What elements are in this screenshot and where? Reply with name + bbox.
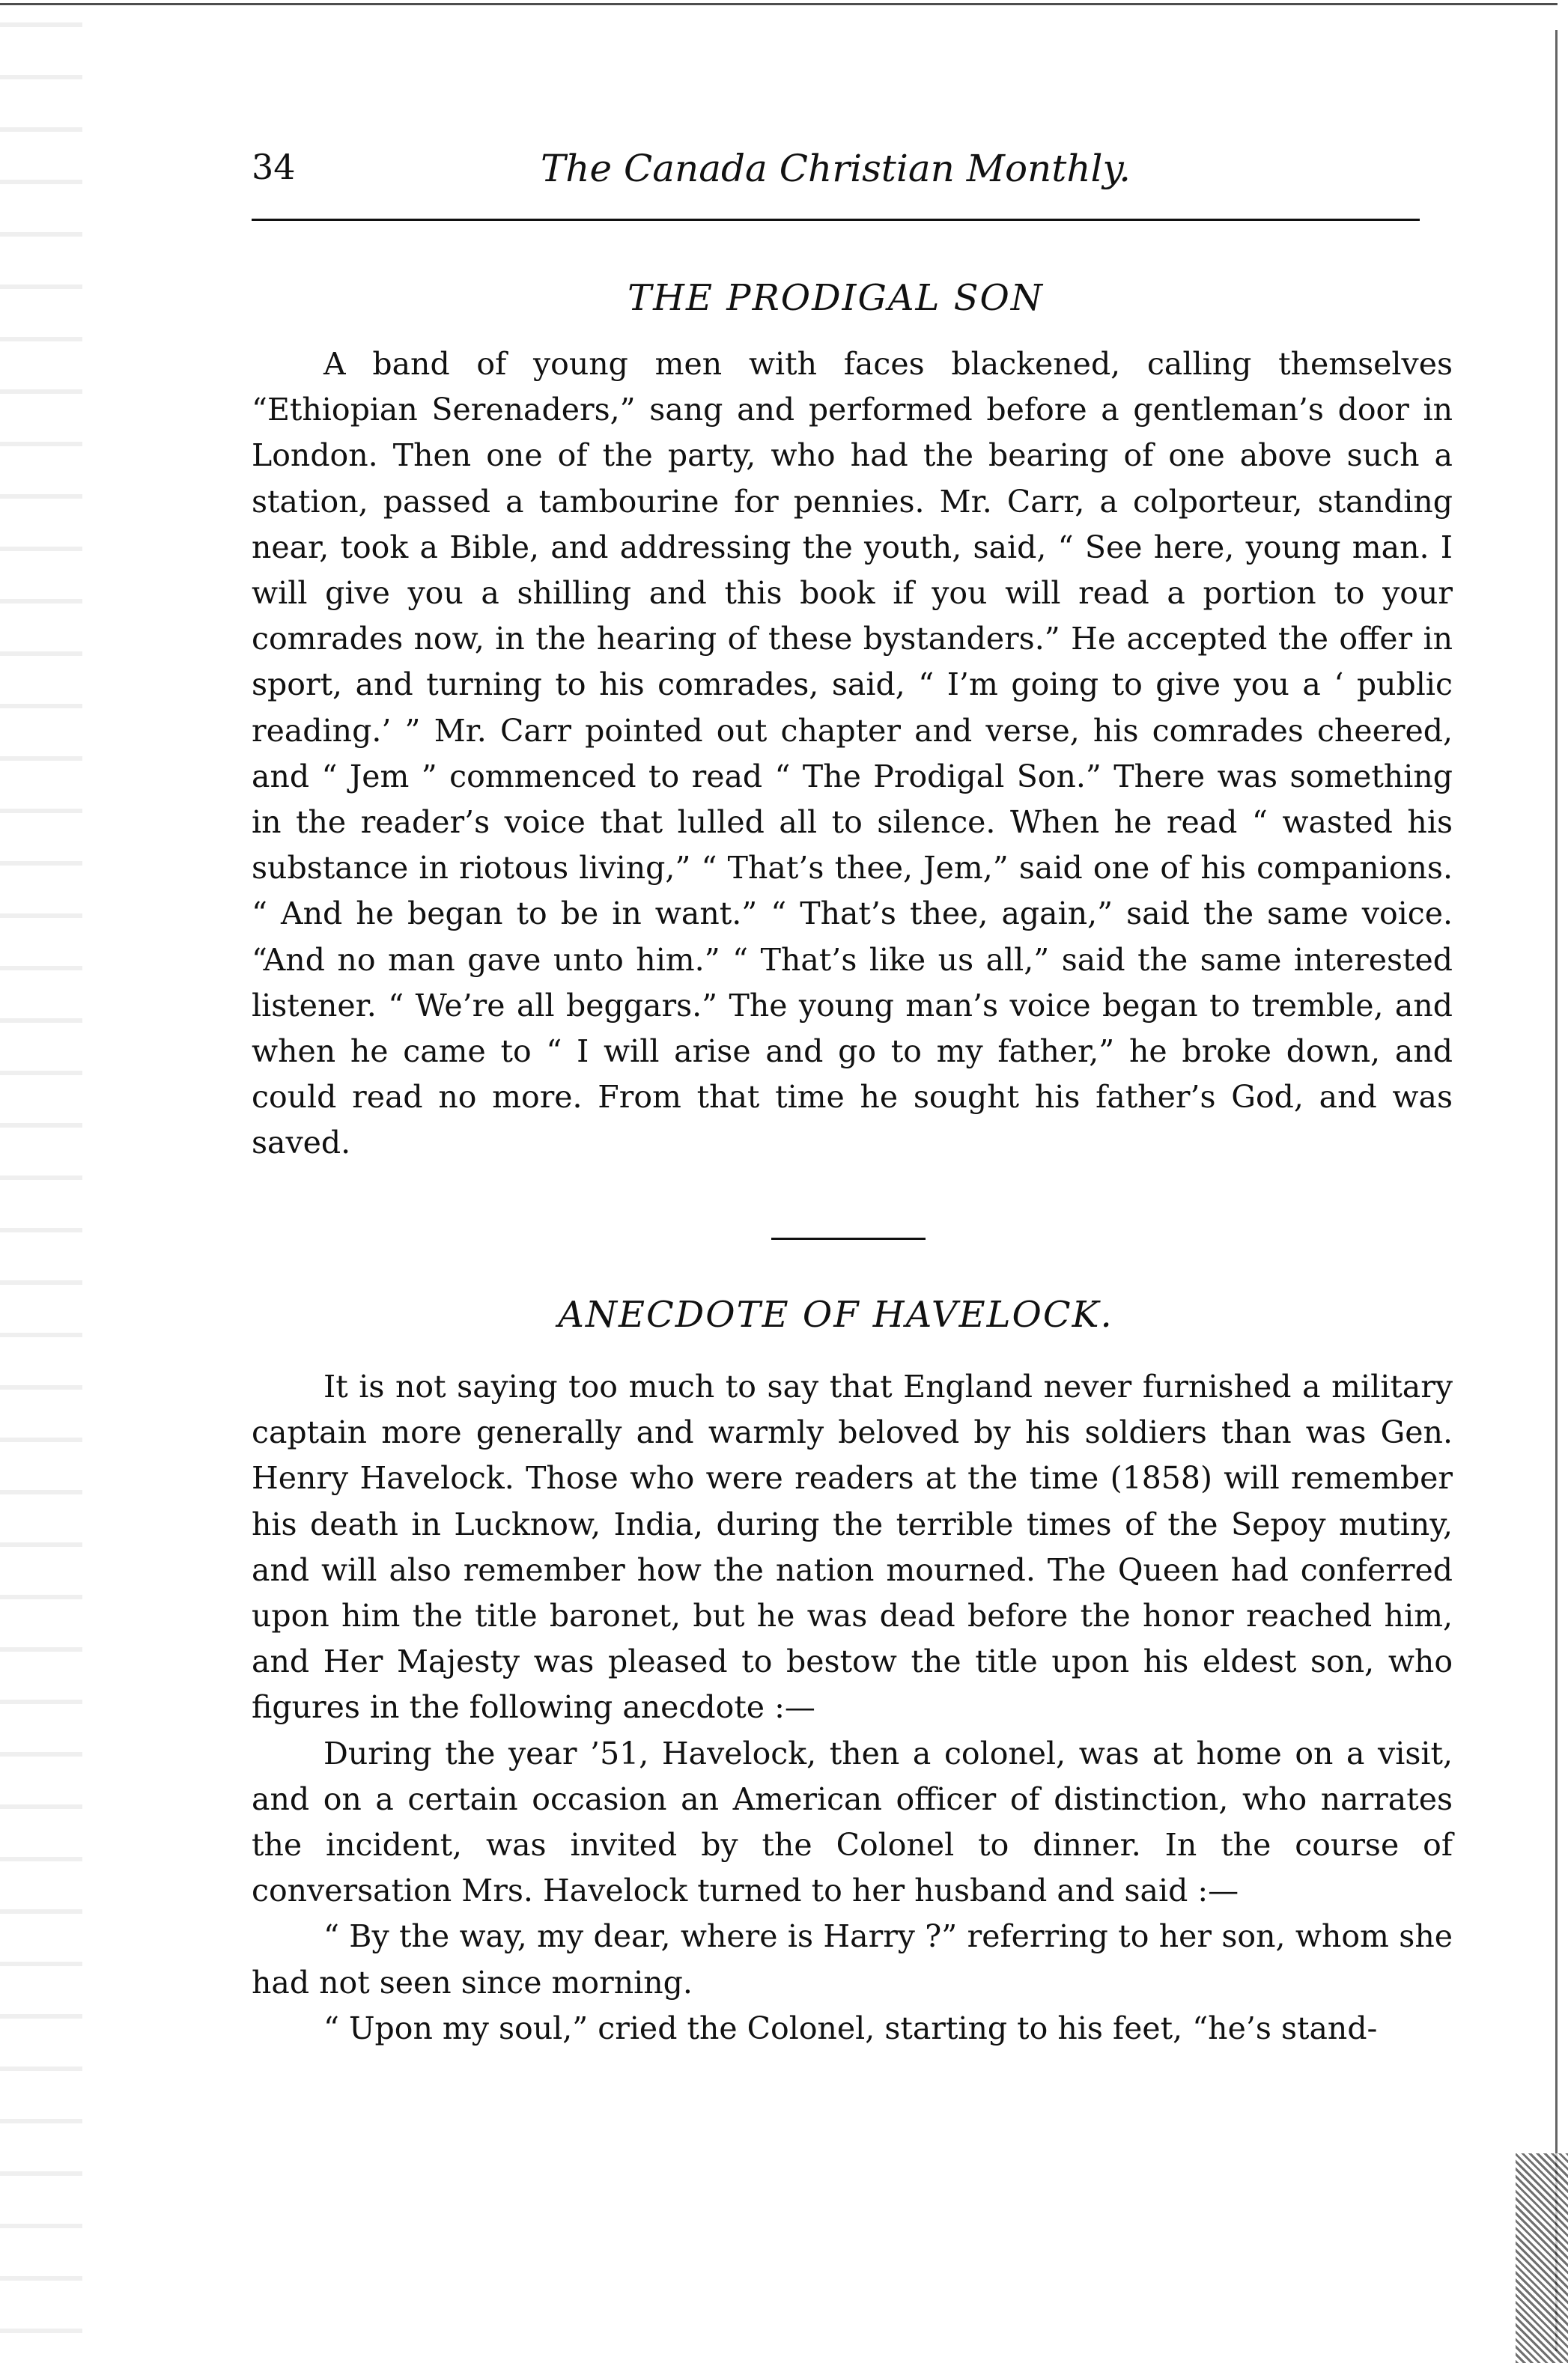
section-title-prodigal-son: THE PRODIGAL SON — [627, 277, 1044, 319]
section-divider — [771, 1238, 926, 1240]
article-prodigal-son — [252, 341, 1453, 1167]
paragraph: During the year ’51, Havelock, then a colonel, was at home on a visit, and on a certain occasion an American officer of distinction, who narrates the incident, was invited by the Colonel to dinner. In the course of conversation Mrs. Havelock turned to her husband and said :— — [252, 1735, 1453, 1909]
paragraph: It is not saying too much to say that England never furnished a military captain more generally and warmly beloved by his soldiers than was Gen. Henry Havelock. Those who were readers at the time (1858) will remember his death in Lucknow, India, during the terrible times of the Sepoy mutiny, and will also remember how the nation mourned. The Queen had conferred upon him the title baronet, but he was dead before the honor reached him, and Her Majesty was pleased to bestow the title upon his eldest son, who figures in the following anecdote :— — [252, 1369, 1453, 1726]
page-number: 34 — [252, 147, 296, 187]
paragraph: “ Upon my soul,” cried the Colonel, starting to his feet, “he’s stand- — [323, 2010, 1378, 2046]
header-rule — [252, 219, 1420, 221]
page-top-edge — [0, 3, 1558, 5]
article-havelock — [252, 1364, 1453, 2052]
paragraph: A band of young men with faces blackened, calling themselves “Ethiopian Serenaders,” sang and performed before a gentleman’s door in London. Then one of the party, who had the bearing of one above such a station, passed a tambourine for pennies. Mr. Carr, a colporteur, standing near, took a Bible, and addressing the youth, said, “ See here, young man. I will give you a shilling and this book if you will read a portion to your comrades now, in the hearing of these bystanders.” He accepted the offer in sport, and turning to his comrades, said, “ I’m going to give you a ‘ public reading.’ ” Mr. Carr pointed out chapter and verse, his comrades cheered, and “ Jem ” commenced to read “ The Prodigal Son.” There was something in the reader’s voice that lulled all to silence. When he read “ wasted his substance in riotous living,” “ That’s thee, Jem,” said one of his companions. “ And he began to be in want.” “ That’s thee, again,” said the same voice. “And no man gave unto him.” “ That’s like us all,” said the same interested listener. “ We’re all beggars.” The young man’s voice began to tremble, and when he came to “ I will arise and go to my father,” he broke down, and could read no more. From that time he sought his father’s God, and was saved. — [252, 346, 1453, 1161]
page-right-edge — [1555, 30, 1568, 2351]
scan-corner-artifact — [1516, 2153, 1568, 2363]
running-title: The Canada Christian Monthly. — [540, 147, 1131, 190]
page-header — [252, 147, 1420, 199]
page-left-binding-edge — [0, 0, 82, 2363]
paragraph: “ By the way, my dear, where is Harry ?” referring to her son, whom she had not seen since morning. — [252, 1918, 1453, 2001]
section-title-havelock: ANECDOTE OF HAVELOCK. — [558, 1294, 1113, 1336]
